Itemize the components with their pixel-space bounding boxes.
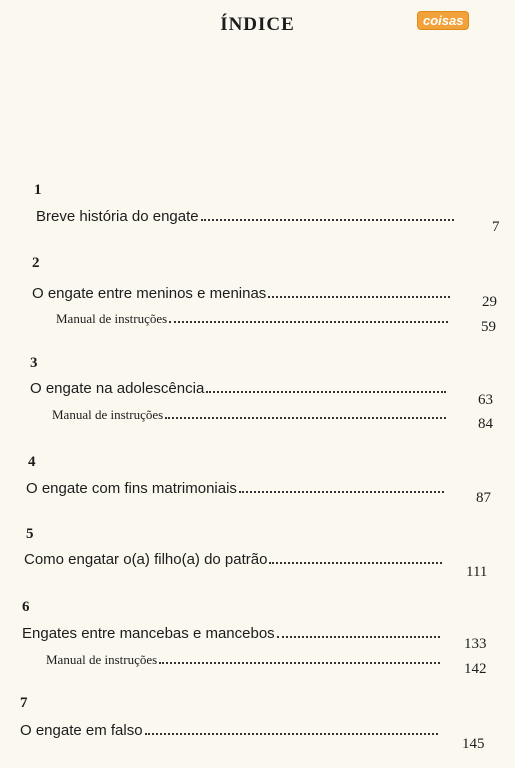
toc-entry-label: Manual de instruções [52, 407, 164, 422]
toc-entry-label: Manual de instruções [56, 311, 168, 326]
toc-page-number: 87 [476, 490, 491, 506]
toc-page-number: 111 [466, 564, 488, 580]
chapter-number: 3 [30, 355, 38, 371]
dot-leader [277, 635, 440, 638]
toc-page-number: 145 [462, 736, 485, 752]
toc-entry-label: O engate na adolescência [30, 380, 205, 397]
toc-entry[interactable] [20, 722, 440, 739]
dot-leader [169, 320, 448, 323]
toc-entry[interactable] [36, 208, 456, 225]
toc-page-number: 29 [482, 294, 497, 310]
dot-leader [206, 390, 446, 393]
chapter-number: 5 [26, 526, 34, 542]
toc-entry-label: O engate entre meninos e meninas [32, 285, 267, 302]
chapter-number: 6 [22, 599, 30, 615]
chapter-number: 4 [28, 454, 36, 470]
toc-page-number: 7 [492, 219, 500, 235]
toc-subentry[interactable] [46, 652, 442, 668]
toc-entry[interactable] [32, 285, 452, 302]
toc-entry-label: Breve história do engate [36, 208, 199, 225]
toc-page-number: 59 [481, 319, 496, 335]
dot-leader [165, 416, 446, 419]
toc-entry-label: Como engatar o(a) filho(a) do patrão [24, 551, 268, 568]
toc-entry-label: O engate com fins matrimoniais [26, 480, 237, 497]
toc-entry[interactable] [30, 380, 448, 397]
toc-entry-label: Manual de instruções [46, 652, 158, 667]
toc-page-number: 133 [464, 636, 487, 652]
toc-entry-label: O engate em falso [20, 722, 143, 739]
toc-page-number: 142 [464, 661, 487, 677]
page-title: ÍNDICE [220, 14, 295, 35]
toc-entry-label: Engates entre mancebas e mancebos [22, 625, 275, 642]
dot-leader [268, 295, 450, 298]
toc-page-number: 63 [478, 392, 493, 408]
chapter-number: 1 [34, 182, 42, 198]
dot-leader [159, 661, 440, 664]
dot-leader [239, 490, 444, 493]
dot-leader [145, 732, 438, 735]
dot-leader [201, 218, 454, 221]
toc-subentry[interactable] [52, 407, 448, 423]
toc-entry[interactable] [26, 480, 446, 497]
toc-subentry[interactable] [56, 311, 450, 327]
brand-logo: coisas [418, 12, 468, 29]
chapter-number: 2 [32, 255, 40, 271]
toc-entry[interactable] [22, 625, 442, 642]
dot-leader [269, 561, 442, 564]
toc-entry[interactable] [24, 551, 444, 568]
chapter-number: 7 [20, 695, 28, 711]
toc-page-number: 84 [478, 416, 493, 432]
